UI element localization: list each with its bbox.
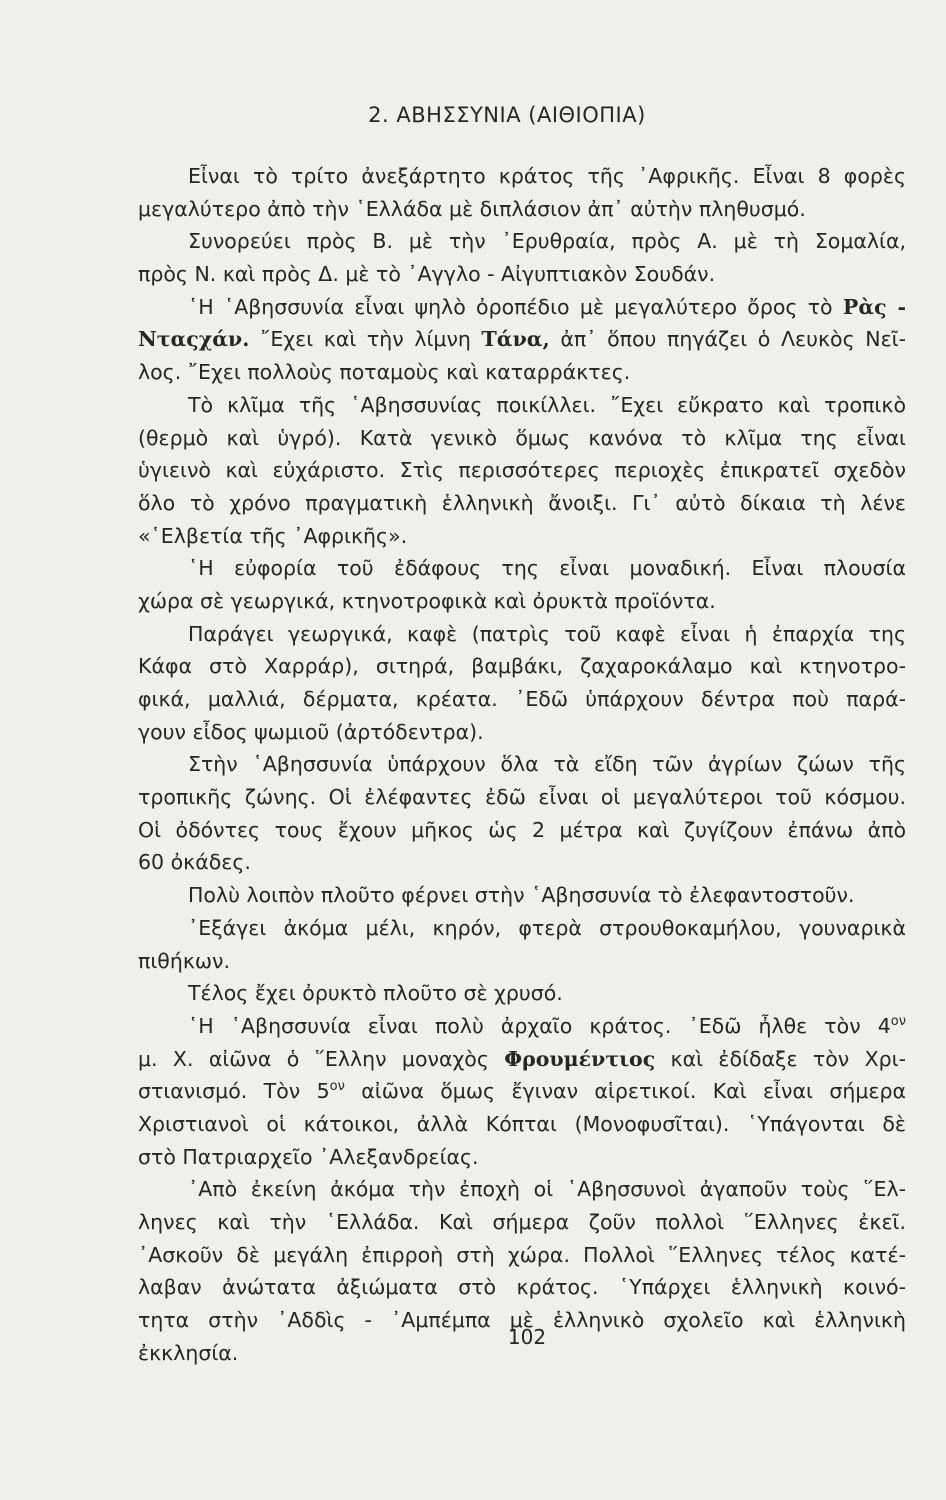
chapter-title: 2. ΑΒΗΣΣΥΝΙΑ (ΑΙΘΙΟΠΙΑ) <box>368 103 646 127</box>
text-line: ἐκκλησία. <box>138 1340 239 1365</box>
text-segment: ἀπ᾿ ὅπου πηγάζει ὁ Λευκὸς Νεῖ- <box>560 327 906 352</box>
text-line: γουν εἶδος ψωμιοῦ (ἀρτόδεντρα). <box>138 719 484 744</box>
bold-place-name: Νταςχάν. <box>138 327 250 352</box>
text-segment: στιανισμό. Τὸν 5 <box>138 1079 330 1104</box>
text-line: (θερμὸ καὶ ὑγρό). Κατὰ γενικὸ ὅμως κανόνα τὸ κλῖμα της εἶναι <box>138 425 906 450</box>
text-segment: ῎Εχει καὶ τὴν λίμνη <box>260 327 471 352</box>
text-line <box>138 323 906 356</box>
ordinal-suffix: ον <box>890 1013 906 1029</box>
text-line: πιθήκων. <box>138 948 231 973</box>
text-line: λαβαν ἀνώτατα ἀξιώματα στὸ κράτος. ῾Υπάρχει ἑλληνικὴ κοινό- <box>138 1275 906 1300</box>
text-segment: ῾Η ῾Αβησσυνία εἶναι πολὺ ἀρχαῖο κράτος. ᾿Εδῶ ἦλθε τὸν 4 <box>188 1013 891 1038</box>
text-line: τροπικῆς ζώνης. Οἱ ἐλέφαντες ἐδῶ εἶναι οἱ μεγαλύτεροι τοῦ κόσμου. <box>138 785 906 810</box>
text-line: Συνορεύει πρὸς Β. μὲ τὴν ᾿Ερυθραία, πρὸς Α. μὲ τὴ Σομαλία, <box>188 229 906 254</box>
text-line <box>138 1010 906 1043</box>
text-line: ὑγιεινὸ καὶ εὐχάριστο. Στὶς περισσότερες περιοχὲς ἐπικρατεῖ σχεδὸν <box>138 458 906 483</box>
text-segment: αἰῶνα ὅμως ἔγιναν αἱρετικοί. Καὶ εἶναι σήμερα <box>361 1079 906 1104</box>
text-line: ᾿Ασκοῦν δὲ μεγάλη ἐπιρροὴ στὴ χώρα. Πολλοὶ ῞Ελληνες τέλος κατέ- <box>138 1242 906 1267</box>
text-line: 60 ὀκάδες. <box>138 850 251 875</box>
page-number: 102 <box>507 1325 547 1349</box>
text-line: στὸ Πατριαρχεῖο ᾿Αλεξανδρείας. <box>138 1144 479 1169</box>
text-line: Τέλος ἔχει ὀρυκτὸ πλοῦτο σὲ χρυσό. <box>188 981 563 1006</box>
text-line: Χριστιανοὶ οἱ κάτοικοι, ἀλλὰ Κόπται (Μονοφυσῖται). ῾Υπάγονται δὲ <box>138 1111 906 1136</box>
text-line: Εἶναι τὸ τρίτο ἀνεξάρτητο κράτος τῆς ᾿Αφρικῆς. Εἶναι 8 φορὲς <box>188 164 906 188</box>
text-line: Κάφα στὸ Χαρράρ), σιτηρά, βαμβάκι, ζαχαροκάλαμο καὶ κτηνοτρο- <box>138 654 906 679</box>
text-line: ληνες καὶ τὴν ῾Ελλάδα. Καὶ σήμερα ζοῦν πολλοὶ ῞Ελληνες ἐκεῖ. <box>138 1210 906 1234</box>
ordinal-suffix: ον <box>329 1079 345 1095</box>
text-line: Πολὺ λοιπὸν πλοῦτο φέρνει στὴν ῾Αβησσυνία τὸ ἐλεφαντοστοῦν. <box>188 883 855 908</box>
text-line: Παράγει γεωργικά, καφὲ (πατρὶς τοῦ καφὲ εἶναι ἡ ἐπαρχία της <box>188 621 906 646</box>
text-segment: ῾Η ῾Αβησσυνία εἶναι ψηλὸ ὀροπέδιο μὲ μεγαλύτερο ὄρος τὸ <box>188 294 833 319</box>
bold-place-name: Ρὰς - <box>842 294 906 319</box>
text-segment: μ. Χ. αἰῶνα ὁ ῞Ελλην μοναχὸς <box>138 1046 489 1071</box>
text-line: λος. ῎Εχει πολλοὺς ποταμοὺς καὶ καταρράκτες. <box>138 360 631 385</box>
text-line: ᾿Εξάγει ἀκόμα μέλι, κηρόν, φτερὰ στρουθοκαμήλου, γουναρικὰ <box>188 915 906 940</box>
text-line: Οἱ ὀδόντες τους ἔχουν μῆκος ὡς 2 μέτρα καὶ ζυγίζουν ἐπάνω ἀπὸ <box>138 817 906 842</box>
text-line: ᾿Απὸ ἐκείνη ἀκόμα τὴν ἐποχὴ οἱ ῾Αβησσυνοὶ ἀγαποῦν τοὺς ῞Ελ- <box>188 1177 906 1202</box>
text-line: Τὸ κλῖμα τῆς ῾Αβησσυνίας ποικίλλει. ῎Εχει εὔκρατο καὶ τροπικὸ <box>188 392 906 417</box>
text-line <box>138 291 906 324</box>
text-line <box>138 1043 906 1076</box>
text-line: φικά, μαλλιά, δέρματα, κρέατα. ᾿Εδῶ ὑπάρχουν δέντρα ποὺ παρά- <box>138 687 906 711</box>
bold-person-name: Φρουμέντιος <box>504 1046 656 1071</box>
text-line: ῾Η εὐφορία τοῦ ἐδάφους της εἶναι μοναδική. Εἶναι πλουσία <box>188 556 906 581</box>
text-segment: καὶ ἐδίδαξε τὸν Χρι- <box>670 1046 906 1071</box>
text-line: τητα στὴν ᾿Αδδὶς - ᾿Αμπέμπα μὲ ἑλληνικὸ σχολεῖο καὶ ἑλληνικὴ <box>138 1308 906 1333</box>
text-line: ὅλο τὸ χρόνο πραγματικὴ ἑλληνικὴ ἄνοιξι. Γι᾿ αὐτὸ δίκαια τὴ λένε <box>138 490 906 515</box>
text-line: χώρα σὲ γεωργικά, κτηνοτροφικὰ καὶ ὀρυκτὰ προϊόντα. <box>138 588 716 613</box>
text-line: μεγαλύτερο ἀπὸ τὴν ῾Ελλάδα μὲ διπλάσιον ἀπ᾿ αὐτὴν πληθυσμό. <box>138 196 806 221</box>
text-line: «῾Ελβετία τῆς ᾿Αφρικῆς». <box>138 523 408 548</box>
text-line: πρὸς Ν. καὶ πρὸς Δ. μὲ τὸ ᾿Αγγλο - Αἰγυπτιακὸν Σουδάν. <box>138 262 716 287</box>
text-line <box>138 1075 906 1108</box>
text-line: Στὴν ῾Αβησσυνία ὑπάρχουν ὅλα τὰ εἴδη τῶν ἀγρίων ζώων τῆς <box>188 752 906 777</box>
body-text <box>138 160 906 1369</box>
bold-lake-name: Τάνα, <box>481 327 550 352</box>
